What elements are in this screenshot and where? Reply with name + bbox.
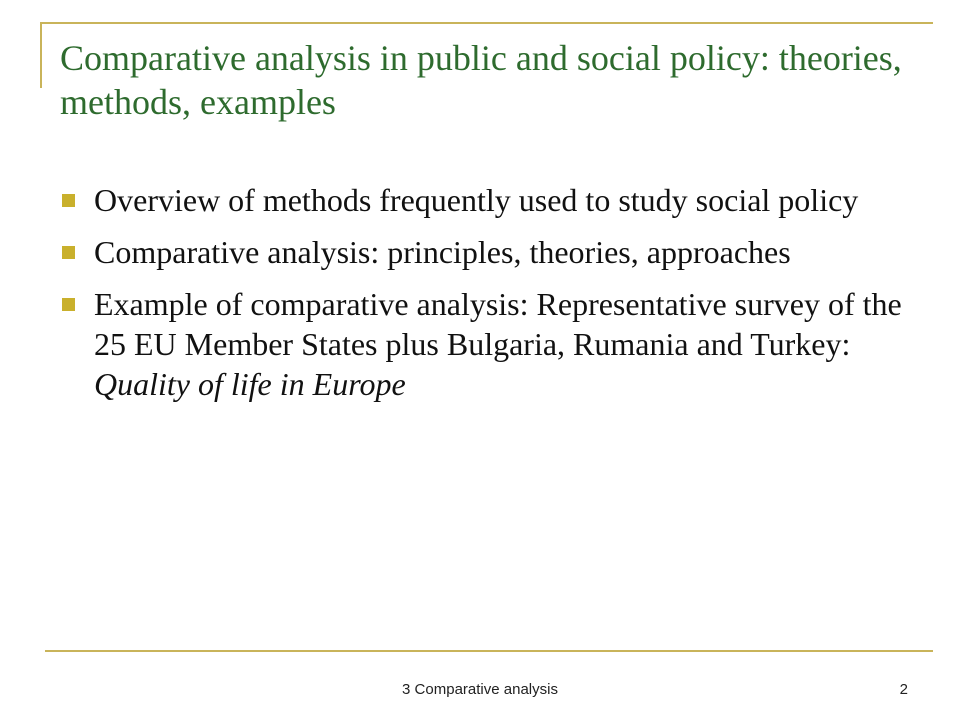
page-number: 2 <box>899 681 908 698</box>
top-rule <box>40 22 933 24</box>
left-rule <box>40 22 42 88</box>
bullet-list <box>60 180 920 416</box>
footer-text: 3 Comparative analysis <box>402 681 558 698</box>
square-bullet-icon <box>62 298 75 311</box>
bullet-text: Example of comparative analysis: Representative survey of the 25 EU Member States plus Bulgaria, Rumania and Turkey: <box>94 286 902 362</box>
square-bullet-icon <box>62 246 75 259</box>
bullet-text: Overview of methods frequently used to study social policy <box>94 182 859 218</box>
bullet-item <box>60 232 920 272</box>
square-bullet-icon <box>62 194 75 207</box>
bullet-text: Comparative analysis: principles, theories, approaches <box>94 234 791 270</box>
bullet-italic-text: Quality of life in Europe <box>94 366 406 402</box>
bullet-item <box>60 180 920 220</box>
bullet-item <box>60 284 920 404</box>
slide-title: Comparative analysis in public and social policy: theories, methods, examples <box>60 38 902 122</box>
bottom-rule <box>45 650 933 652</box>
